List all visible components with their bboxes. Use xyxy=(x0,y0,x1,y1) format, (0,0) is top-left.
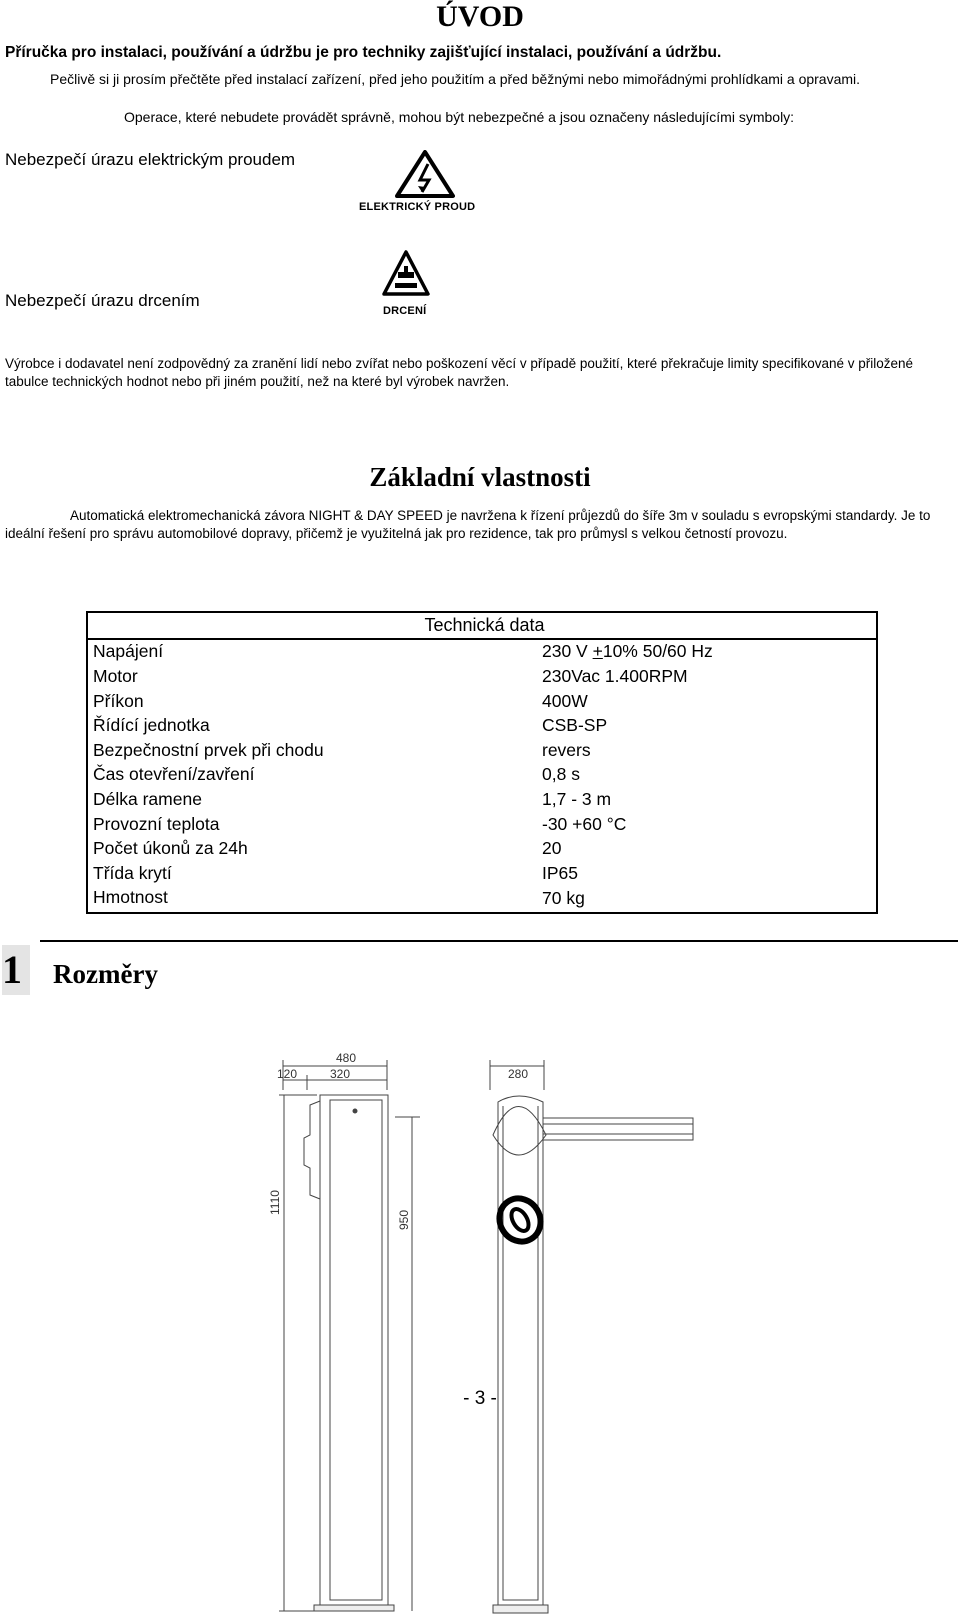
features-heading: Základní vlastnosti xyxy=(369,462,591,492)
features-text-2: Je to ideální řešení pro správu automobilové dopravy, přičemž je využitelná jak pro rezidence, tak pro průmysl s velkou četností provozu. xyxy=(5,508,931,541)
row-value: 0,8 s xyxy=(542,764,580,785)
page-title: ÚVOD xyxy=(436,0,524,33)
dim-front-depth: 120 xyxy=(277,1067,298,1081)
crush-sign-caption: DRCENÍ xyxy=(383,305,427,317)
disclaimer-paragraph: Výrobce i dodavatel není zodpovědný za zranění lidí nebo zvířat nebo poškození věcí v případě použití, které překračuje limity specifikované v přiložené tabulce technických hodnot nebo při jiném použití, než na které byl výrobek navržen. xyxy=(5,356,914,389)
table-row xyxy=(87,763,877,788)
table-row xyxy=(87,812,877,837)
dim-body-height: 950 xyxy=(397,1209,411,1230)
row-value: CSB-SP xyxy=(542,715,608,736)
features-text-1: Automatická elektromechanická závora NIGHT & DAY SPEED je navržena k řízení průjezdů do šíře 3m v souladu s evropskými standardy. xyxy=(70,508,898,523)
features-paragraph xyxy=(5,507,955,543)
row-label: Čas otevření/zavření xyxy=(93,764,255,785)
row-value: revers xyxy=(542,739,591,760)
page-number: - 3 - xyxy=(463,1388,497,1409)
row-value: 20 xyxy=(542,838,562,859)
table-row xyxy=(87,738,877,763)
hazard-crush-label: Nebezpečí úrazu drcením xyxy=(5,291,200,310)
row-value: 400W xyxy=(542,690,588,711)
electric-shock-warning-icon xyxy=(395,150,455,198)
brand-logo xyxy=(492,1191,549,1249)
row-label: Motor xyxy=(93,665,138,686)
table-row xyxy=(87,713,877,738)
section-title: Rozměry xyxy=(53,959,158,989)
table-row xyxy=(87,639,877,665)
table-row xyxy=(87,664,877,689)
row-label: Třída krytí xyxy=(93,862,172,883)
electric-sign-caption: ELEKTRICKÝ PROUD xyxy=(359,201,476,213)
row-value: -30 +60 °C xyxy=(542,813,627,834)
row-label: Příkon xyxy=(93,690,144,711)
intro-read-carefully: Pečlivě si ji prosím přečtěte před instalací zařízení, před jeho použitím a před běžnými nebo mimořádnými prohlídkami a opravami. xyxy=(50,71,861,87)
section-rule xyxy=(40,940,958,942)
row-label: Počet úkonů za 24h xyxy=(93,838,248,859)
technical-data-table xyxy=(86,611,878,914)
intro-manual-purpose: Příručka pro instalaci, používání a údržbu je pro techniky zajišťující instalaci, používání a údržbu. xyxy=(5,44,722,61)
intro-hazard-symbols: Operace, které nebudete provádět správně, mohou být nebezpečné a jsou označeny následujícími symboly: xyxy=(124,109,795,125)
row-label: Hmotnost xyxy=(93,887,168,908)
dim-total-height: 1110 xyxy=(268,1190,282,1215)
dim-body-width: 320 xyxy=(330,1067,351,1081)
row-value: 230 V +10% 50/60 Hz xyxy=(542,641,713,662)
row-label: Délka ramene xyxy=(93,788,202,809)
section-number: 1 xyxy=(2,945,30,995)
table-row xyxy=(87,787,877,812)
row-value: IP65 xyxy=(542,862,578,883)
table-row xyxy=(87,689,877,714)
row-value: 70 kg xyxy=(542,888,585,909)
crushing-warning-icon xyxy=(382,250,430,298)
hazard-electric-label: Nebezpečí úrazu elektrickým proudem xyxy=(5,150,296,169)
dim-total-width: 480 xyxy=(336,1051,357,1065)
table-header-row xyxy=(87,612,877,639)
dim-head-width: 280 xyxy=(508,1067,529,1081)
table-row xyxy=(87,886,877,914)
table-header: Technická data xyxy=(87,612,877,639)
row-label: Napájení xyxy=(93,641,164,662)
table-row xyxy=(87,836,877,861)
row-label: Bezpečnostní prvek při chodu xyxy=(93,739,324,760)
table-row xyxy=(87,861,877,886)
row-value: 230Vac 1.400RPM xyxy=(542,665,688,686)
row-label: Řídící jednotka xyxy=(93,715,210,736)
row-label: Provozní teplota xyxy=(93,813,220,834)
barrier-front-view xyxy=(488,1090,703,1615)
row-value: 1,7 - 3 m xyxy=(542,788,612,809)
